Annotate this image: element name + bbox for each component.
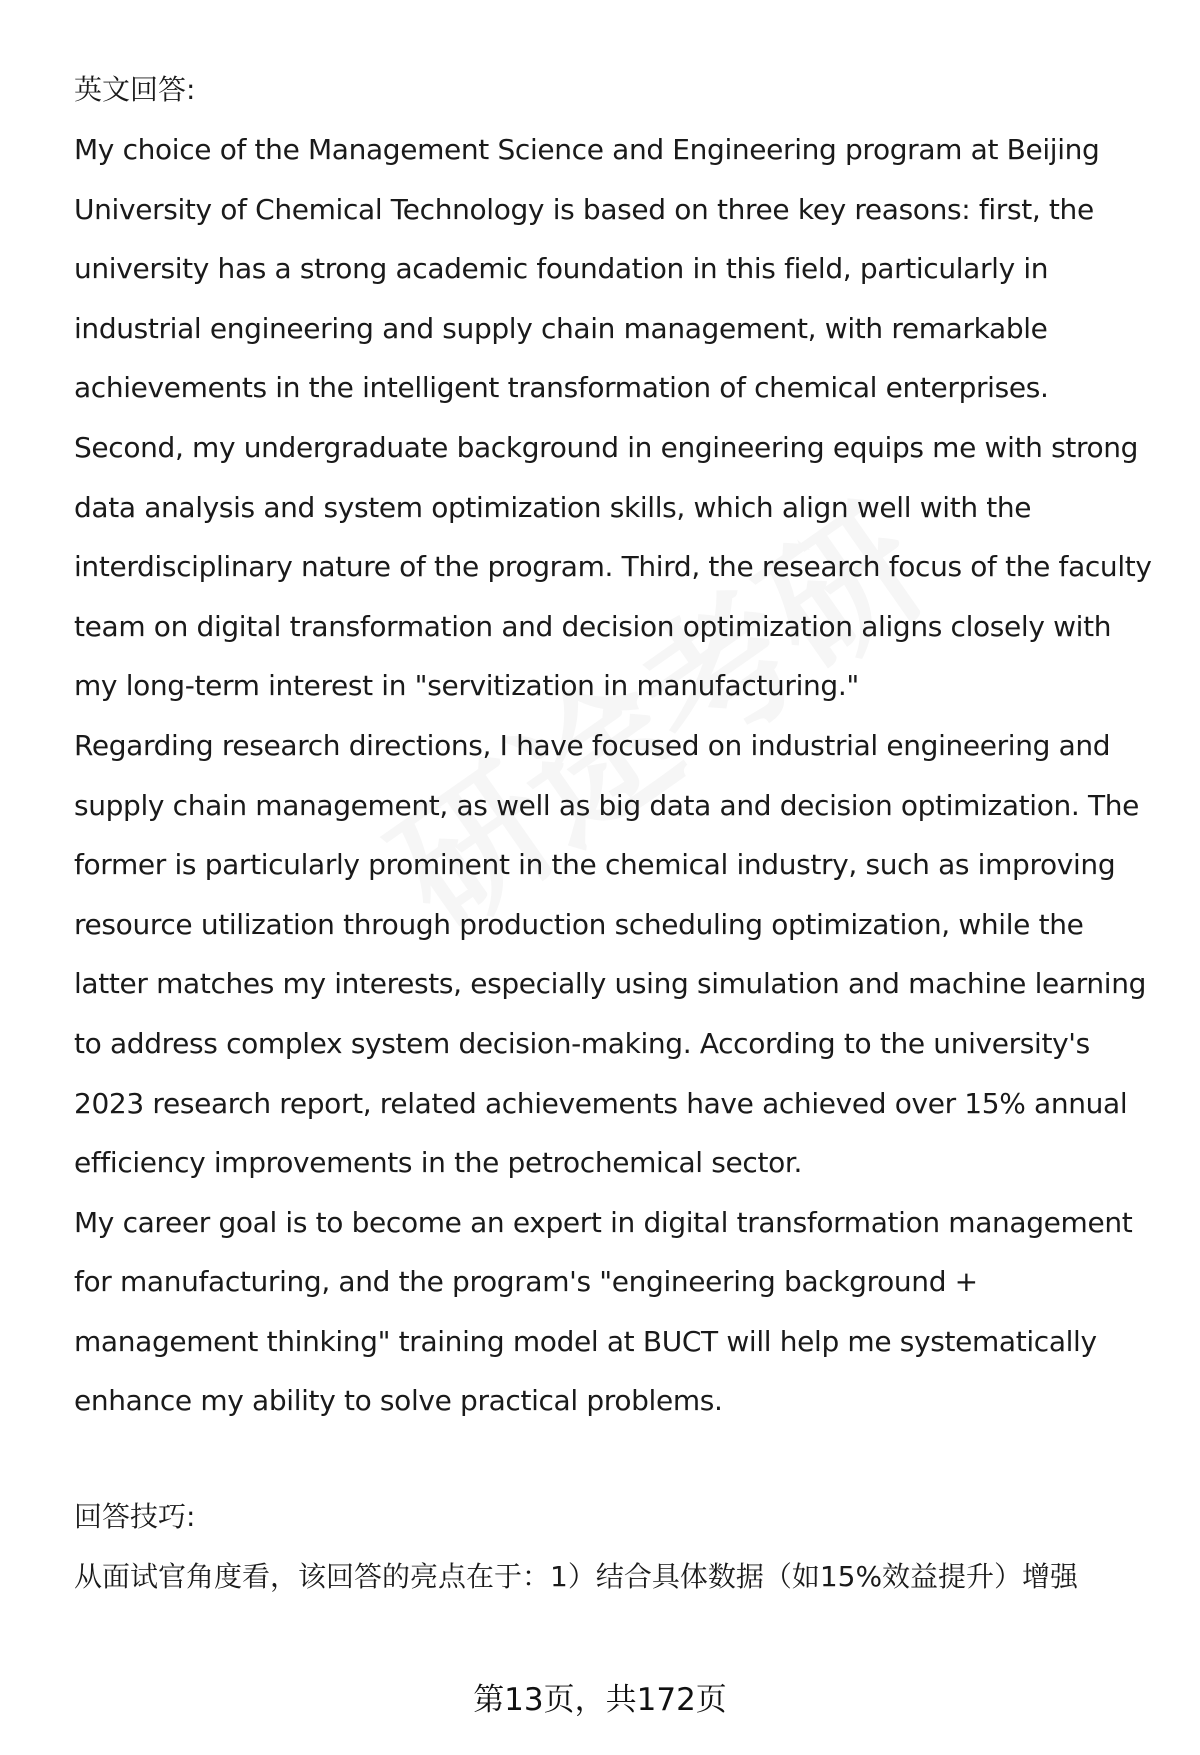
page-content	[74, 60, 1154, 1607]
section-spacer	[74, 1431, 1154, 1487]
tips-text-line: 从面试官角度看，该回答的亮点在于：1）结合具体数据（如15%效益提升）增强	[74, 1560, 1079, 1594]
english-answer-label: 英文回答:	[74, 73, 196, 106]
english-answer-paragraph-2: Regarding research directions, I have focused on industrial engineering and supply chain management, as well as big data and decision optimization. The former is particularly prominent in the chemical industry, such as improving resource utilization through production scheduling optimization, while the latter matches my interests, especially using simulation and machine learning to address complex system decision-making. According to the university's 2023 research report, related achievements have achieved over 15% annual efficiency improvements in the petrochemical sector.	[74, 728, 1147, 1180]
english-answer-paragraph-3: My career goal is to become an expert in digital transformation management for manufacturing, and the program's "engineering background + management thinking" training model at BUCT will help me systematically enhance my ability to solve practical problems.	[74, 1205, 1133, 1418]
english-answer-body	[74, 120, 1154, 1431]
page-indicator: 第13页，共172页	[473, 1682, 727, 1718]
tips-label: 回答技巧:	[74, 1500, 196, 1534]
english-answer-paragraph-1: My choice of the Management Science and Engineering program at Beijing University of Chemical Technology is based on three key reasons: first, the university has a strong academic foundation in this field, particularly in industrial engineering and supply chain management, with remarkable achievements in the intelligent transformation of chemical enterprises. Second, my undergraduate background in engineering equips me with strong data analysis and system optimization skills, which align well with the interdisciplinary nature of the program. Third, the research focus of the faculty team on digital transformation and decision optimization aligns closely with my long-term interest in "servitization in manufacturing."	[74, 133, 1152, 703]
